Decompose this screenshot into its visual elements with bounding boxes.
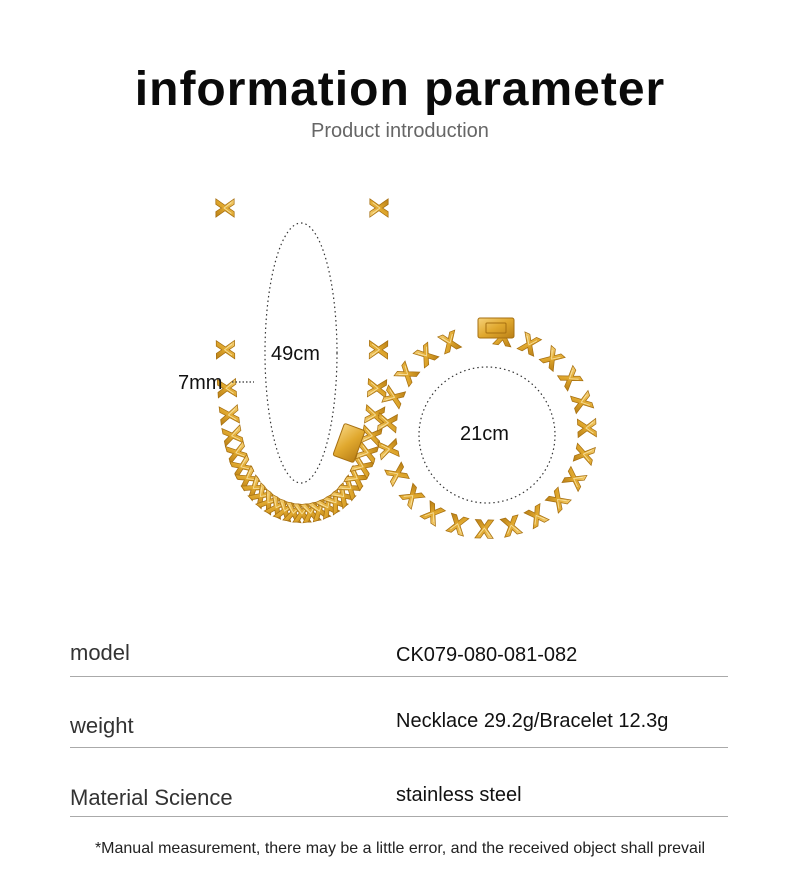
- necklace-link: [216, 199, 234, 217]
- weight-label: weight: [70, 713, 134, 738]
- bracelet-link: [438, 330, 462, 354]
- spec-row-model: [70, 636, 728, 677]
- bracelet-link: [539, 346, 565, 372]
- spec-row-weight: [70, 706, 728, 748]
- necklace-link: [370, 199, 388, 217]
- page-title: information parameter: [134, 63, 666, 116]
- necklace-length-label: 49cm: [271, 343, 320, 365]
- necklace-link: [216, 340, 235, 359]
- bracelet-link: [558, 366, 583, 391]
- bracelet-link: [446, 513, 469, 536]
- bracelet-link: [524, 504, 549, 529]
- bracelet-link: [394, 361, 420, 387]
- bracelet-link: [577, 418, 596, 437]
- spec-row-material: [70, 778, 728, 817]
- bracelet-link: [562, 467, 587, 492]
- bracelet-link: [573, 443, 595, 465]
- bracelet-link: [382, 385, 406, 409]
- necklace-link: [219, 405, 239, 425]
- material-value: stainless steel: [396, 784, 522, 806]
- measurement-note: *Manual measurement, there may be a little error, and the received object shall prevail: [94, 840, 706, 857]
- bracelet-link: [475, 520, 494, 539]
- page-subtitle: Product introduction: [311, 120, 489, 142]
- bracelet-link: [545, 487, 571, 513]
- material-label: Material Science: [70, 785, 233, 810]
- bracelet-length-label: 21cm: [460, 423, 509, 445]
- model-label: model: [70, 640, 130, 665]
- necklace-link: [369, 340, 388, 359]
- bracelet-link: [385, 462, 409, 486]
- chain-width-label: 7mm: [178, 372, 223, 394]
- bracelet-link: [399, 483, 425, 509]
- model-value: CK079-080-081-082: [396, 644, 578, 666]
- bracelet-link: [420, 501, 445, 526]
- weight-value: Necklace 29.2g/Bracelet 12.3g: [396, 710, 669, 732]
- bracelet-link: [413, 342, 439, 368]
- bracelet-link: [571, 390, 594, 413]
- bracelet-link: [500, 515, 522, 537]
- jewelry-product-image: [0, 190, 800, 560]
- necklace-link: [367, 379, 386, 398]
- bracelet-link: [378, 438, 399, 459]
- necklace-link: [222, 425, 244, 447]
- bracelet-clasp: [478, 318, 514, 338]
- bracelet-link: [517, 332, 541, 356]
